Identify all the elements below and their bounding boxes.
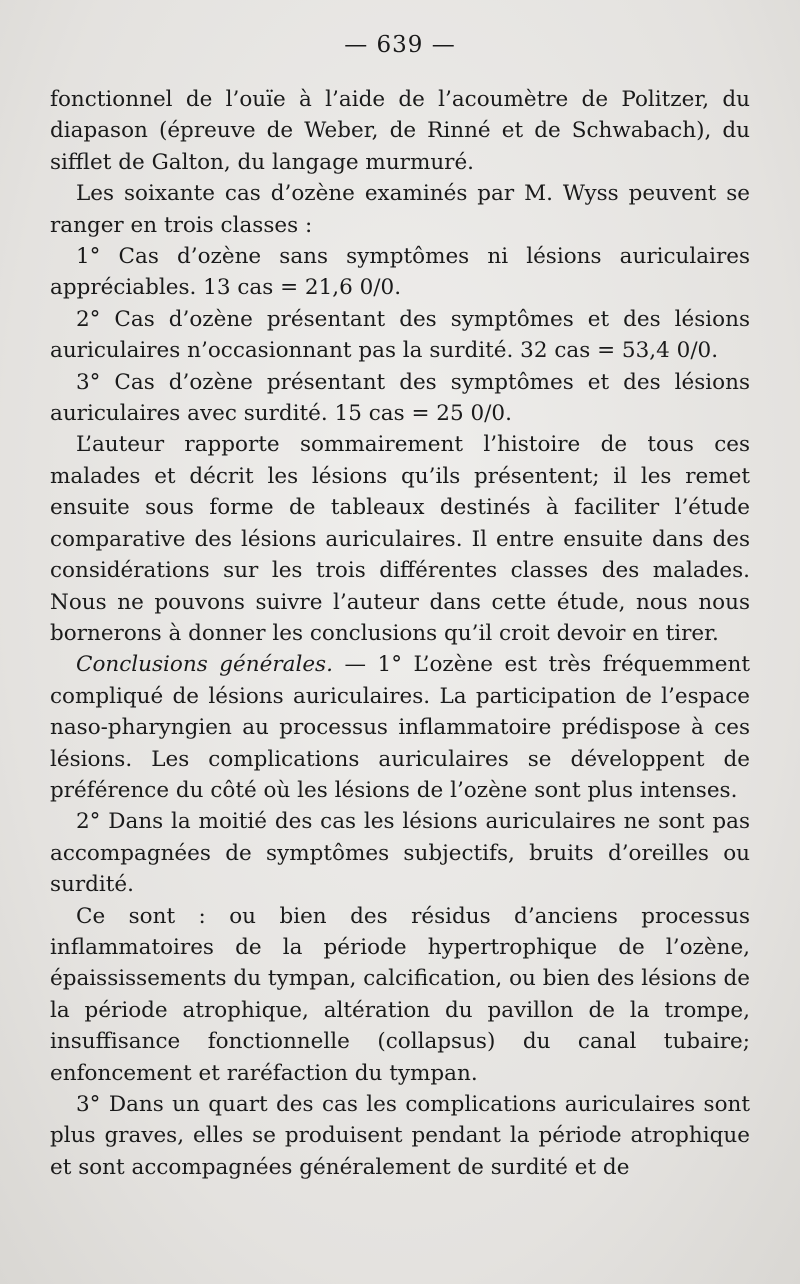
page-number: — 639 — (344, 32, 456, 58)
paragraph (50, 649, 750, 806)
paragraph: 3° Dans un quart des cas les complications auriculaires sont plus graves, elles se produisent pendant la période atrophique et sont accompagnées généralement de surdité et de (50, 1092, 750, 1180)
paragraph: 2° Cas d’ozène présentant des symptômes et des lésions auriculaires n’occasionnant pas la surdité. 32 cas = 53,4 0/0. (50, 306, 750, 364)
body-text (50, 84, 750, 1183)
paragraph: 2° Dans la moitié des cas les lésions auriculaires ne sont pas accompagnées de symptômes subjectifs, bruits d’oreilles ou surdité. (50, 809, 750, 898)
paragraph: Ce sont : ou bien des résidus d’anciens processus inflammatoires de la période hypertrophique de l’ozène, épaississements du tympan, calcification, ou bien des lésions de la période atrophique, altération du pavillon de la trompe, insuffisance fonctionnelle (collapsus) du canal tubaire; enfoncement et raréfaction du tympan. (50, 903, 750, 1086)
paragraph-text: — 1° L’ozène est très fréquemment compliqué de lésions auriculaires. La participation de l’espace naso-pharyngien au processus inflammatoire prédispose à ces lésions. Les complications auriculaires se développent de préférence du côté où les lésions de l’ozène sont plus intenses. (50, 652, 750, 803)
paragraph: fonctionnel de l’ouïe à l’aide de l’acoumètre de Politzer, du diapason (épreuve de Weber, de Rinné et de Schwabach), du sifflet de Galton, du langage murmuré. (50, 87, 750, 175)
paragraph: 3° Cas d’ozène présentant des symptômes et des lésions auriculaires avec surdité. 15 cas = 25 0/0. (50, 369, 750, 427)
section-heading: Conclusions générales. (76, 652, 333, 678)
paragraph: Les soixante cas d’ozène examinés par M. Wyss peuvent se ranger en trois classes : (50, 181, 750, 238)
paragraph: 1° Cas d’ozène sans symptômes ni lésions auriculaires appréciables. 13 cas = 21,6 0/0. (50, 244, 750, 301)
paragraph: L’auteur rapporte sommairement l’histoire de tous ces malades et décrit les lésions qu’ils présentent; il les remet ensuite sous forme de tableaux destinés à faciliter l’étude comparative des lésions auriculaires. Il entre ensuite dans des considérations sur les trois différentes classes des malades. Nous ne pouvons suivre l’auteur dans cette étude, nous nous bornerons à donner les conclusions qu’il croit devoir en tirer. (50, 432, 750, 646)
